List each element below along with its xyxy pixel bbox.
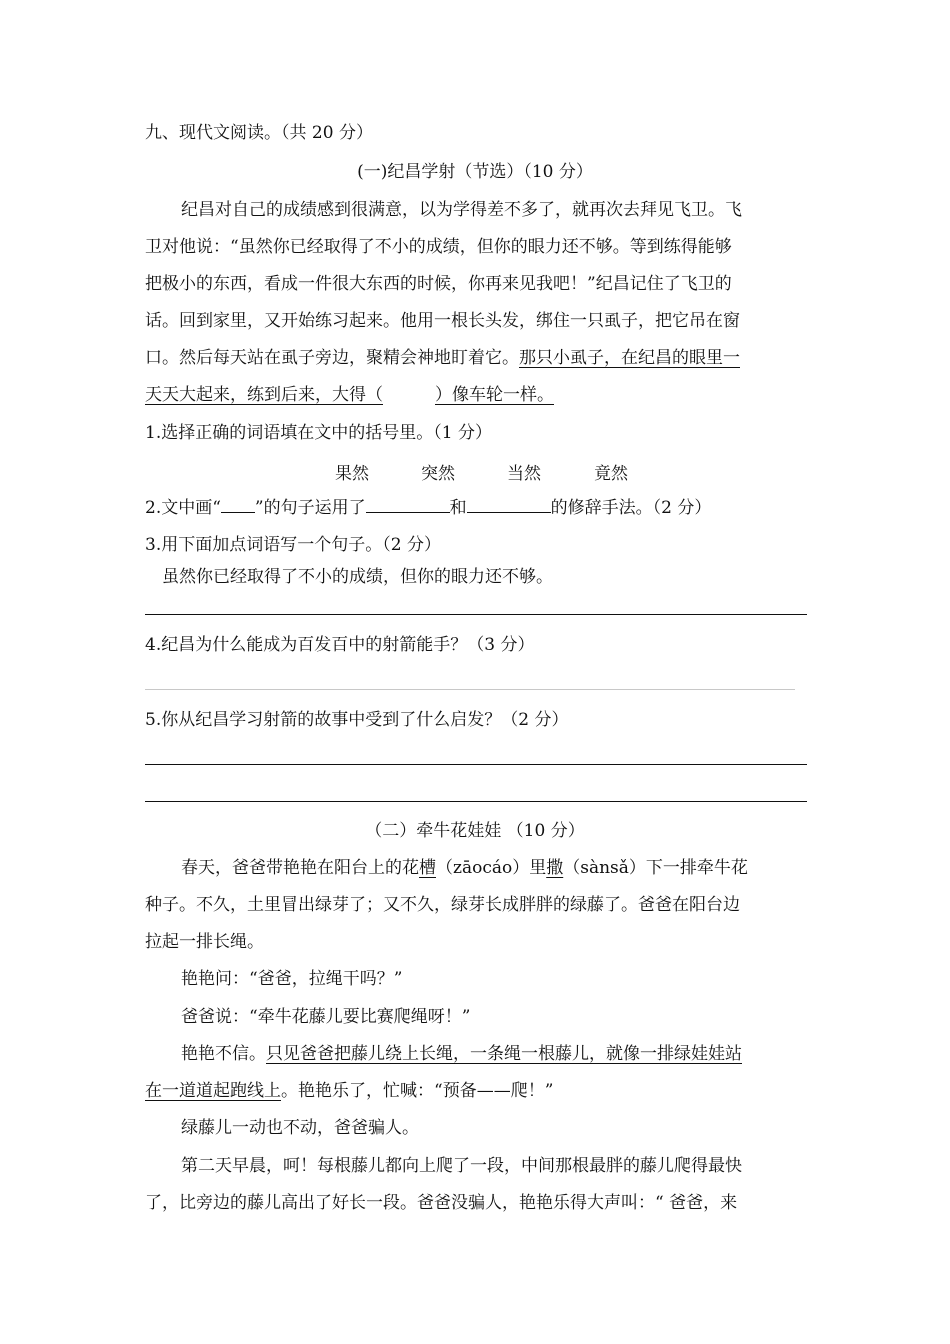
underlined-sentence-part-3: ）像车轮一样。 — [435, 385, 554, 405]
question-4: 4.纪昌为什么能成为百发百中的射箭能手？（3 分） — [145, 635, 535, 655]
section-heading: 九、现代文阅读。（共 20 分） — [145, 123, 373, 143]
p1-text-a: 春天，爸爸带艳艳在阳台上的花 — [181, 858, 419, 878]
passage2-p2: 艳艳问：“爸爸，拉绳干吗？” — [181, 969, 403, 989]
passage2-p1-line-2: 种子。不久，土里冒出绿芽了；又不久，绿芽长成胖胖的绿藤了。爸爸在阳台边 — [145, 895, 740, 915]
question-2 — [145, 496, 711, 519]
answer-line-q5-2[interactable] — [145, 801, 807, 802]
underlined-sentence-part-2: 天天大起来，练到后来，大得（ — [145, 385, 383, 405]
question-1: 1.选择正确的词语填在文中的括号里。（1 分） — [145, 423, 492, 443]
question-3-sentence: 虽然你已经取得了不小的成绩，但你的眼力还不够。 — [162, 567, 553, 587]
p1-text-b: （zāocáo）里 — [436, 858, 547, 878]
passage2-p4-line-1 — [181, 1043, 742, 1065]
question-2-text-b: ”的句子运用了 — [254, 498, 366, 518]
underlined-sentence-part-1: 那只小虱子，在纪昌的眼里一 — [519, 348, 740, 368]
underline-mark-blank — [221, 496, 255, 513]
p4-text-b: 。艳艳乐了，忙喊：“预备——爬！” — [281, 1081, 554, 1101]
question-2-text-d: 的修辞手法。（2 分） — [550, 498, 712, 518]
passage2-p6-line-2: 了，比旁边的藤儿高出了好长一段。爸爸没骗人，艳艳乐得大声叫：“ 爸爸，来 — [145, 1193, 738, 1213]
answer-line-q5-1[interactable] — [145, 764, 807, 765]
answer-blank-1[interactable] — [366, 496, 450, 513]
passage1-line-2: 卫对他说：“虽然你已经取得了不小的成绩，但你的眼力还不够。等到练得能够 — [145, 237, 732, 257]
answer-line-q3[interactable] — [145, 614, 807, 615]
p4-text-a: 艳艳不信。 — [181, 1044, 266, 1064]
question-2-text-a: 2.文中画“ — [145, 498, 221, 518]
p1-text-c: （sànsǎ）下一排牵牛花 — [563, 858, 748, 878]
question-5: 5.你从纪昌学习射箭的故事中受到了什么启发？（2 分） — [145, 710, 569, 730]
answer-blank-2[interactable] — [467, 496, 551, 513]
passage2-p1-line-1 — [181, 857, 748, 879]
passage2-p3: 爸爸说：“牵牛花藤儿要比赛爬绳呀！” — [181, 1007, 471, 1027]
p4-underlined-1: 只见爸爸把藤儿绕上长绳，一条绳一根藤儿，就像一排绿娃娃站 — [266, 1044, 742, 1064]
answer-line-q4[interactable] — [145, 689, 795, 690]
question-2-text-c: 和 — [449, 498, 467, 518]
passage1-title: (一)纪昌学射（节选）（10 分） — [357, 162, 593, 182]
passage1-line-5-plain: 口。然后每天站在虱子旁边，聚精会神地盯着它。 — [145, 348, 519, 368]
option-2: 突然 — [421, 464, 455, 484]
option-4: 竟然 — [594, 464, 628, 484]
passage1-line-1: 纪昌对自己的成绩感到很满意，以为学得差不多了，就再次去拜见飞卫。飞 — [181, 200, 742, 220]
passage2-p6-line-1: 第二天早晨，呵！每根藤儿都向上爬了一段，中间那根最胖的藤儿爬得最快 — [181, 1156, 742, 1176]
passage2-p4-line-2 — [145, 1080, 553, 1102]
passage2-title: （二）牵牛花娃娃 （10 分） — [365, 821, 585, 841]
passage2-p1-line-3: 拉起一排长绳。 — [145, 932, 264, 952]
passage1-line-6 — [145, 384, 554, 406]
option-1: 果然 — [335, 464, 369, 484]
option-3: 当然 — [507, 464, 541, 484]
passage1-line-3: 把极小的东西，看成一件很大东西的时候，你再来见我吧！”纪昌记住了飞卫的 — [145, 274, 732, 294]
p4-underlined-2: 在一道道起跑线上 — [145, 1081, 281, 1101]
pinyin-word-1: 槽 — [419, 858, 436, 878]
passage1-line-4: 话。回到家里，又开始练习起来。他用一根长头发，绑住一只虱子，把它吊在窗 — [145, 311, 740, 331]
passage2-p5: 绿藤儿一动也不动，爸爸骗人。 — [181, 1118, 419, 1138]
pinyin-word-2: 撒 — [546, 858, 564, 878]
question-3: 3.用下面加点词语写一个句子。（2 分） — [145, 535, 441, 555]
passage1-line-5 — [145, 347, 740, 369]
